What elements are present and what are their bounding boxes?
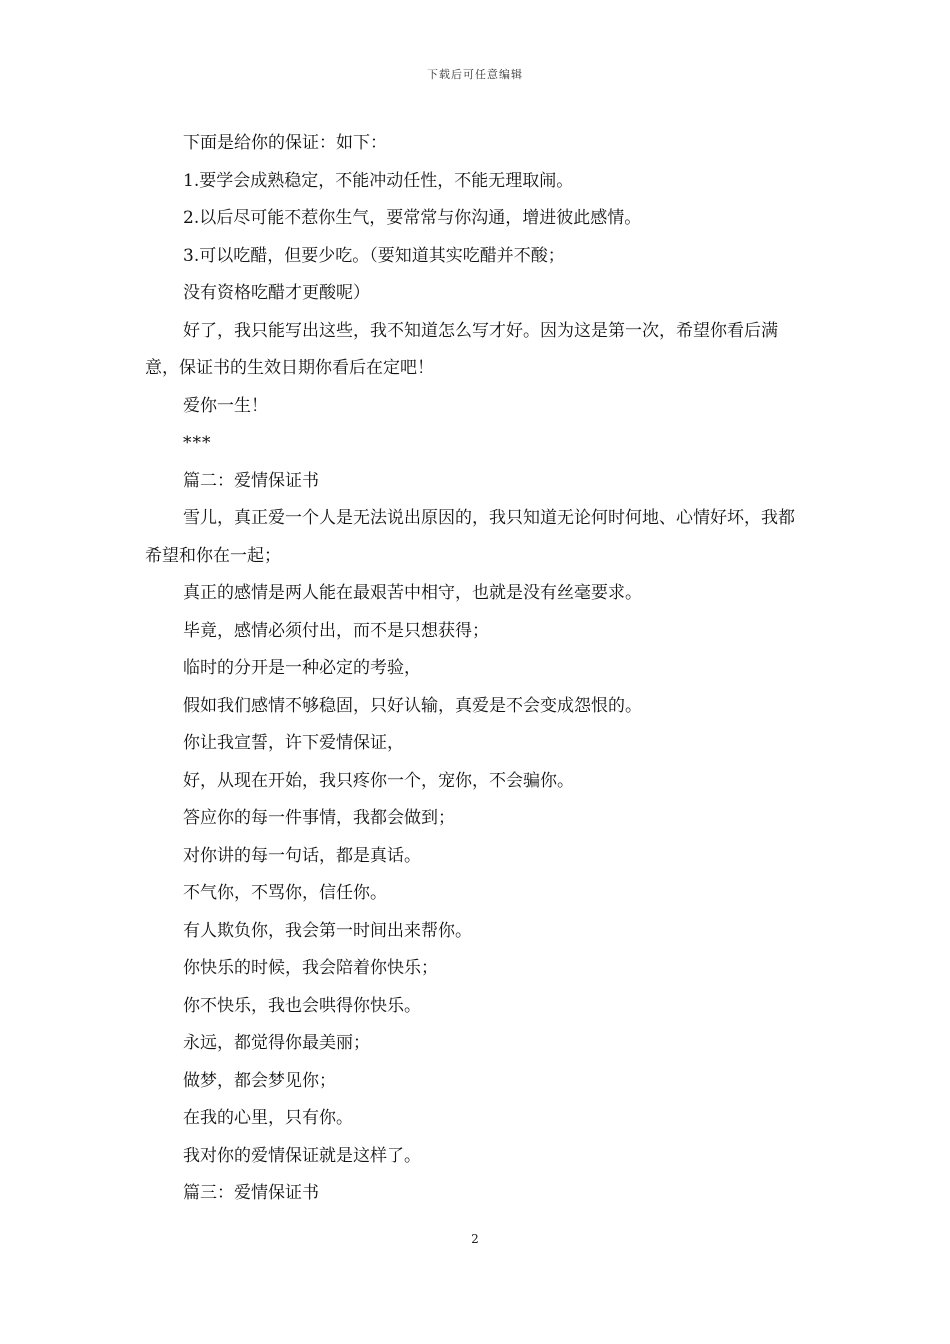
paragraph: 我对你的爱情保证就是这样了。 [183, 1145, 421, 1166]
paragraph: 永远，都觉得你最美丽； [183, 1033, 370, 1053]
paragraph: 下面是给你的保证：如下： [183, 133, 387, 153]
paragraph: 临时的分开是一种必定的考验， [183, 658, 421, 678]
paragraph: 真正的感情是两人能在最艰苦中相守，也就是没有丝毫要求。 [183, 583, 642, 603]
paragraph: 有人欺负你，我会第一时间出来帮你。 [183, 920, 472, 941]
paragraph: 3.可以吃醋，但要少吃。（要知道其实吃醋并不酸； [183, 245, 565, 266]
paragraph: 不气你，不骂你，信任你。 [183, 883, 387, 903]
paragraph: 在我的心里，只有你。 [183, 1108, 353, 1128]
paragraph: 假如我们感情不够稳固，只好认输，真爱是不会变成怨恨的。 [183, 695, 642, 716]
section-heading: 篇三：爱情保证书 [183, 1183, 319, 1203]
paragraph: 没有资格吃醋才更酸呢） [183, 283, 370, 303]
paragraph: 你让我宣誓，许下爱情保证， [183, 733, 404, 753]
paragraph: 1.要学会成熟稳定，不能冲动任性，不能无理取闹。 [183, 170, 574, 191]
paragraph: 好了，我只能写出这些，我不知道怎么写才好。因为这是第一次，希望你看后满意，保证书的生效日期你看后在定吧！ [145, 320, 778, 378]
paragraph: 毕竟，感情必须付出，而不是只想获得； [183, 620, 489, 641]
page-number: 2 [471, 1232, 479, 1246]
paragraph: 好，从现在开始，我只疼你一个，宠你，不会骗你。 [183, 770, 574, 791]
paragraph: 2.以后尽可能不惹你生气，要常常与你沟通，增进彼此感情。 [183, 208, 642, 228]
paragraph: 你不快乐，我也会哄得你快乐。 [183, 995, 421, 1016]
paragraph: 雪儿，真正爱一个人是无法说出原因的，我只知道无论何时何地、心情好坏，我都希望和你在一起； [145, 508, 795, 566]
section-heading: 篇二：爱情保证书 [183, 470, 319, 491]
paragraph: 爱你一生！ [183, 395, 268, 416]
paragraph: 你快乐的时候，我会陪着你快乐； [183, 958, 438, 978]
section-separator: *** [183, 433, 212, 453]
paragraph: 做梦，都会梦见你； [183, 1070, 336, 1091]
document-body [145, 125, 810, 1213]
paragraph: 对你讲的每一句话，都是真话。 [183, 845, 421, 866]
page-header: 下载后可任意编辑 [427, 68, 523, 81]
paragraph: 答应你的每一件事情，我都会做到； [183, 808, 455, 828]
